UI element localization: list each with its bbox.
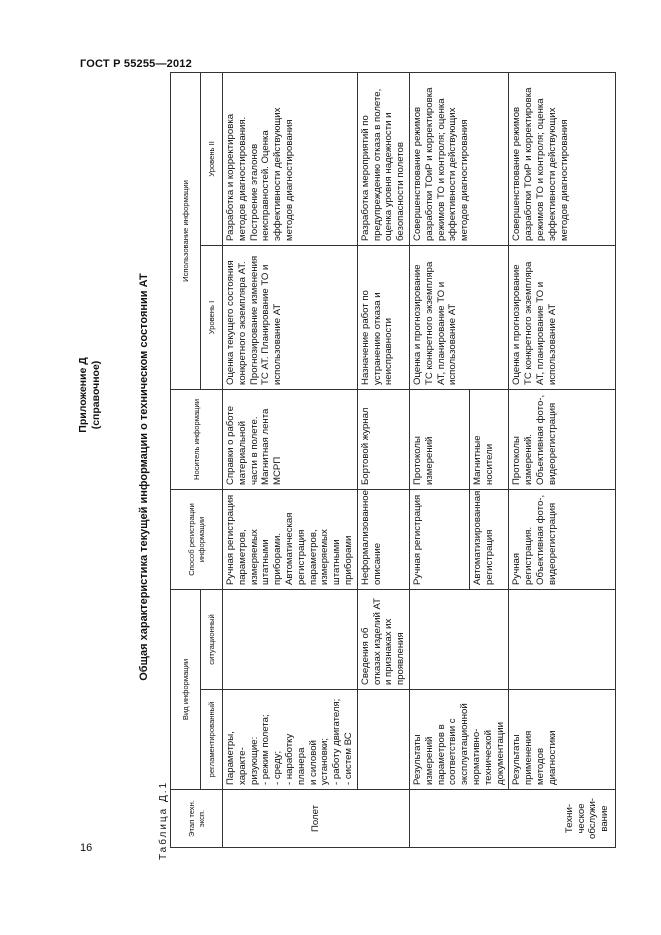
table-row [223,72,358,847]
header-situational: ситуационный [201,589,223,689]
cell-regulated [357,690,409,790]
cell-carrier: Бортовой журнал [357,389,409,489]
stage-flight: Полет [223,790,410,848]
cell-level-1: Назначение работ по устранению отказа и неисправности [357,245,409,389]
header-stage: Этап техн. эксп. [171,790,223,848]
cell-level-1: Оценка и прогнозирование ТС конкретного экземпляра АТ, планирование ТО и использование АТ [509,245,616,389]
stage-maintenance: Техни- ческое обслужи- вание [409,790,615,848]
cell-regulated: Параметры, характе- ризующие: - режим полета; - среду; - наработку планера и силовой установки; - работу двигателя; - систем ВС [223,690,358,790]
cell-level-2: Разработка мероприятий по предупреждению отказа в полете, оценка уровня надежности и безопасности полетов [357,72,409,245]
cell-method: Неформализованное описание [357,489,409,589]
table-row [409,72,469,847]
cell-carrier: Магнитные носители [469,389,508,489]
appendix-heading [77,275,103,515]
cell-carrier: Справки о работе материальной части в полете. Магнитная лента МСРП [223,389,358,489]
cell-situational [223,589,358,689]
cell-carrier: Протоколы измерений [409,389,469,489]
cell-level-1: Оценка текущего состояния конкретного экземпляра АТ. Прогнозирование изменения ТС АТ. Планирование ТО и использование АТ [223,245,358,389]
header-regulated: регламентированный [201,690,223,790]
header-level-1: Уровень I [201,245,223,389]
appendix-subtitle: (справочное) [90,360,102,430]
cell-carrier: Протоколы измерений. Объективная фото-, видеорегистрация [509,389,616,489]
table-row [509,72,616,847]
cell-level-2: Совершенствование режимов разработки ТОиР и корректировка режимов ТО и контроля; оценка эффективности действующих методов диагностирования [409,72,508,245]
cell-method: Ручная регистрация. Объективная фото-, видеорегистрация [509,489,616,589]
cell-level-2: Совершенствование режимов разработки ТОиР и корректировка режимов ТО и контроля; оценка эффективности действующих методов диагностирования [509,72,616,245]
cell-regulated: Результаты применения методов диагностики [509,690,616,790]
table-title: Общая характеристика текущей информации о техническом состоянии АТ [138,273,150,681]
header-carrier: Носитель информации [171,389,223,489]
cell-situational [409,589,508,689]
cell-situational [509,589,616,689]
cell-situational: Сведения об отказах изделий АТ и признаках их проявления [357,589,409,689]
cell-method: Ручная регистрация параметров, измеряемых штатными приборами. Автоматическая регистрация параметров, измеряемых штатными приборами [223,489,358,589]
table-row [357,72,409,847]
table-label: Таблица Д.1 [158,780,169,860]
cell-regulated: Результаты измерений параметров в соответствии с эксплуатационной нормативно-технической документации [409,690,508,790]
cell-method: Автоматизированная регистрация [469,489,508,589]
cell-level-2: Разработка и корректировка методов диагностирования. Построение эталонов неисправностей. Оценка эффективности действующих методов диагностирования [223,72,358,245]
page-header: ГОСТ Р 55255—2012 [80,58,192,70]
header-level-2: Уровень II [201,72,223,245]
appendix-title: Приложение Д [77,357,89,433]
header-row-1 [171,72,201,847]
header-method: Способ регистрации информации [171,489,223,589]
header-info-type: Вид информации [171,589,201,789]
cell-level-1: Оценка и прогнозирование ТС конкретного экземпляра АТ, планирование ТО и использование АТ [409,245,508,389]
page-number: 16 [80,842,93,854]
cell-method: Ручная регистрация [409,489,469,589]
header-usage: Использование информации [171,72,201,389]
info-table [170,73,616,848]
